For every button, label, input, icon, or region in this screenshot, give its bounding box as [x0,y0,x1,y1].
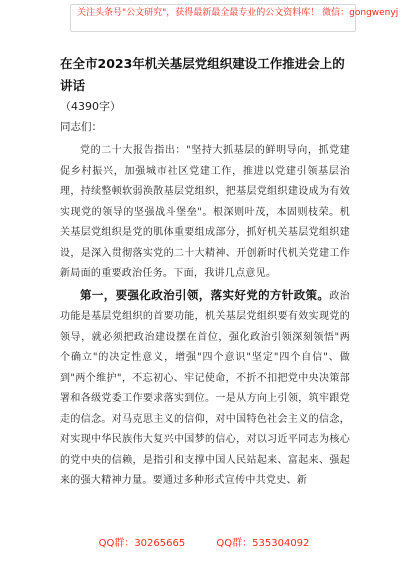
footer-contacts [0,534,408,549]
document-body [60,53,350,492]
paragraph-intro: 党的二十大报告指出："坚持大抓基层的鲜明导向，抓党建促乡村振兴，加强城市社区党建工作，推进以党建引领基层治理，持续整顿软弱涣散基层党组织，把基层党组织建设成为有效实现党的领导的坚强战斗堡垒"。根深则叶茂，本固则枝荣。机关基层党组织是党的肌体重要组成部分，抓好机关基层党组织建设，是深入贯彻落实党的二十大精神、开创新时代机关党建工作新局面的重要政治任务。下面，我讲几点意见。 [60,145,350,279]
word-count: （4390字） [60,100,121,113]
section-1-body: 政治功能是基层党组织的首要功能，机关基层党组织要有效实现党的领导，就必须把政治建设摆在首位，强化政治引领深刻领悟"两个确立"的决定性意义，增强"四个意识"坚定"四个自信"、做到"两个维护"，不忘初心、牢记使命，不折不扣把党中央决策部署和各级党委工作要求落实到位。一是从方向上引领，筑牢跟党走的信念。对马克思主义的信仰，对中国特色社会主义的信念，对实现中华民族伟大复兴中国梦的信心，对以习近平同志为核心的党中央的信赖，是指引和支撑中国人民站起来、富起来、强起来的强大精神力量。要通过多种形式宣传中共党史、新 [60,290,350,486]
document-title: 在全市2023年机关基层党组织建设工作推进会上的讲话 [60,56,345,93]
footer-qq-group-2: QQ群：535304092 [216,538,310,549]
greeting: 同志们： [60,121,102,133]
paragraph-section-1 [60,285,350,492]
promo-banner [70,4,399,32]
promo-banner-text: 关注头条号"公文研究"，获得最新最全最专业的公文资料库！ 微信：gongwenyj [77,8,399,18]
section-1-heading: 第一，要强化政治引领，落实好党的方针政策。 [80,287,330,302]
footer-qq-group-1: QQ群：30265665 [98,538,186,549]
